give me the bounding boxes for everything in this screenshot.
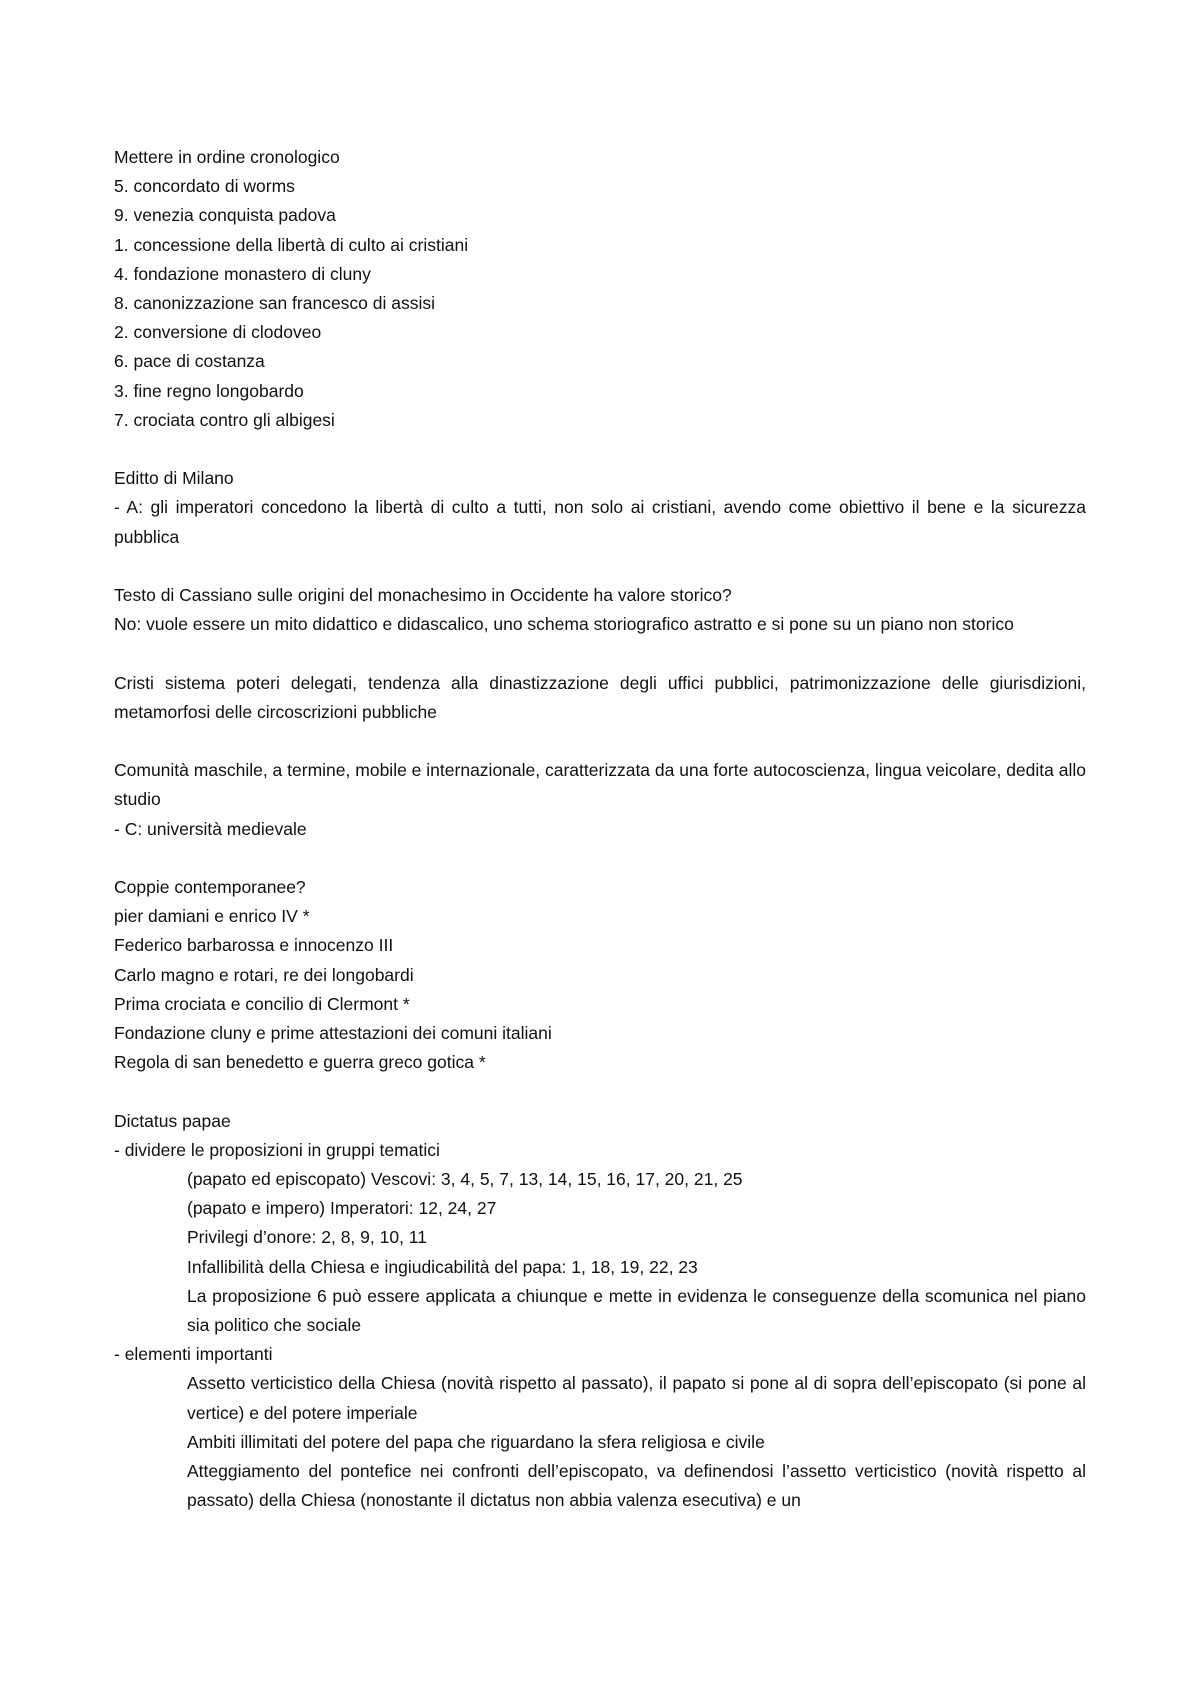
list-item: Atteggiamento del pontefice nei confronti dell’episcopato, va definendosi l’assetto verticistico (novità rispetto al passato) della Chiesa (nonostante il dictatus non abbia valenza esecutiva) e un: [187, 1461, 1086, 1511]
list-item: Fondazione cluny e prime attestazioni dei comuni italiani: [114, 1023, 552, 1044]
list-item: (papato ed episcopato) Vescovi: 3, 4, 5, 7, 13, 14, 15, 16, 17, 20, 21, 25: [187, 1169, 743, 1190]
answer-text: - C: università medievale: [114, 818, 307, 839]
list-item: Regola di san benedetto e guerra greco gotica *: [114, 1052, 486, 1073]
list-item: Ambiti illimitati del potere del papa che riguardano la sfera religiosa e civile: [187, 1431, 765, 1452]
list-item: 8. canonizzazione san francesco di assisi: [114, 293, 436, 314]
list-item: 2. conversione di clodoveo: [114, 322, 322, 343]
answer-text: - A: gli imperatori concedono la libertà di culto a tutti, non solo ai cristiani, avendo come obiettivo il bene e la sicurezza pubblica: [114, 497, 1086, 547]
list-item: Prima crociata e concilio di Clermont *: [114, 993, 410, 1014]
question-text: Testo di Cassiano sulle origini del monachesimo in Occidente ha valore storico?: [114, 585, 732, 606]
list-item: pier damiani e enrico IV *: [114, 906, 310, 927]
list-item: Privilegi d’onore: 2, 8, 9, 10, 11: [187, 1227, 427, 1248]
paragraph: Cristi sistema poteri delegati, tendenza alla dinastizzazione degli uffici pubblici, patrimonizzazione delle giurisdizioni, metamorfosi delle circoscrizioni pubbliche: [114, 672, 1086, 722]
list-item: La proposizione 6 può essere applicata a chiunque e mette in evidenza le conseguenze della scomunica nel piano sia politico che sociale: [187, 1285, 1086, 1336]
list-item: Infallibilità della Chiesa e ingiudicabilità del papa: 1, 18, 19, 22, 23: [187, 1256, 698, 1277]
section-title: Mettere in ordine cronologico: [114, 147, 340, 167]
list-item: 9. venezia conquista padova: [114, 205, 336, 226]
spacer: [114, 844, 1086, 873]
section-title: Dictatus papae: [114, 1110, 231, 1131]
section-title: Coppie contemporanee?: [114, 877, 306, 897]
list-item: (papato e impero) Imperatori: 12, 24, 27: [187, 1198, 497, 1219]
list-item: Carlo magno e rotari, re dei longobardi: [114, 964, 414, 985]
list-item: 5. concordato di worms: [114, 176, 295, 197]
sub-heading: - elementi importanti: [114, 1344, 273, 1365]
list-item: 3. fine regno longobardo: [114, 380, 304, 401]
list-item: 7. crociata contro gli albigesi: [114, 409, 335, 430]
sub-heading: - dividere le proposizioni in gruppi tematici: [114, 1139, 440, 1160]
document-page: [114, 143, 1086, 1515]
spacer: [114, 639, 1086, 668]
spacer: [114, 435, 1086, 464]
answer-text: No: vuole essere un mito didattico e didascalico, uno schema storiografico astratto e si pone su un piano non storico: [114, 614, 1014, 635]
list-item: 1. concessione della libertà di culto ai cristiani: [114, 234, 469, 255]
section-title: Editto di Milano: [114, 468, 234, 489]
list-item: 6. pace di costanza: [114, 351, 265, 372]
paragraph: Comunità maschile, a termine, mobile e internazionale, caratterizzata da una forte autocoscienza, lingua veicolare, dedita allo studio: [114, 760, 1086, 810]
list-item: Federico barbarossa e innocenzo III: [114, 935, 394, 956]
spacer: [114, 1077, 1086, 1106]
list-item: Assetto verticistico della Chiesa (novità rispetto al passato), il papato si pone al di sopra dell’episcopato (si pone al vertice) e del potere imperiale: [187, 1373, 1086, 1423]
spacer: [114, 727, 1086, 756]
spacer: [114, 552, 1086, 581]
list-item: 4. fondazione monastero di cluny: [114, 263, 371, 284]
